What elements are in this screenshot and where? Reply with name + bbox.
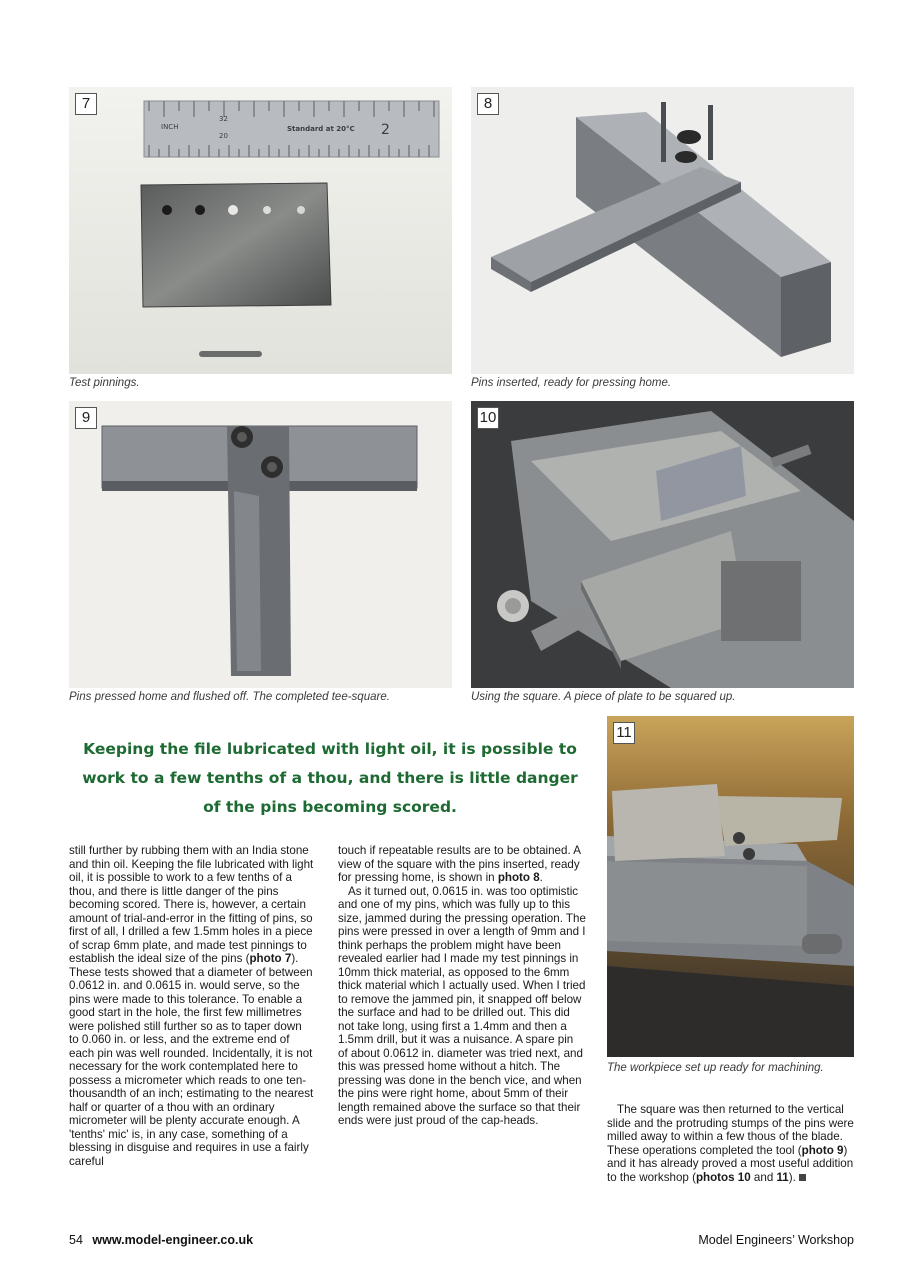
article-column-1 <box>69 844 314 1168</box>
col2-text-a: touch if repeatable results are to be obtained. A view of the square with the pins inserted, ready for pressing home, is shown in <box>338 844 581 884</box>
photo-number: 11 <box>613 722 635 744</box>
col3-text-and: and <box>750 1170 777 1184</box>
col3-text-c: ). <box>788 1170 796 1184</box>
photo-ref: photo 9 <box>801 1143 844 1157</box>
ruler-standard-label: Standard at 20°C <box>287 125 355 133</box>
col1-text-b: ). These tests showed that a diameter of between 0.0612 in. and 0.0615 in. would serve, so the pins were made to this tolerance. To enable a good start in the hole, the first few millimetres were polished still further so as to taper down to 0.060 in. or less, and the extreme end of each pin was well rounded. Incidentally, it is not necessary for the work contemplated here to possess a micrometer which reads to one ten-thousandth of an inch; estimating to the nearest half or quarter of a thou with an ordinary micrometer will be plenty accurate enough. A 'tenths' mic' is, in any case, something of a blessing in disguise and requires in use a fairly careful <box>69 952 314 1168</box>
photo-11 <box>607 716 854 1057</box>
photo-8-image <box>471 87 854 374</box>
end-mark-icon <box>799 1174 806 1181</box>
photo-ref: photo 8 <box>497 871 540 884</box>
photo-number: 8 <box>477 93 499 115</box>
photo-number: 7 <box>75 93 97 115</box>
article-column-3 <box>607 1103 854 1184</box>
photo-number: 9 <box>75 407 97 429</box>
page-number: 54 <box>69 1233 83 1247</box>
photo-11-image <box>607 716 854 1057</box>
photo-9-image <box>69 401 452 688</box>
ruler-inch-label: INCH <box>161 123 179 131</box>
photo-8 <box>471 87 854 374</box>
footer-url[interactable]: www.model-engineer.co.uk <box>92 1233 254 1247</box>
photo-ref: photo 7 <box>249 952 292 965</box>
ruler-20-label: 20 <box>219 132 228 140</box>
photo-7-image <box>69 87 452 374</box>
ruler-32-label: 32 <box>219 115 228 123</box>
photo-caption: Pins pressed home and flushed off. The completed tee-square. <box>69 691 390 703</box>
photo-9 <box>69 401 452 688</box>
col2-paragraph-2: As it turned out, 0.0615 in. was too optimistic and one of my pins, which was fully up to this size, jammed during the pressing operation. The pins were pressed in over a length of 9mm and I think perhaps the problem might have been revealed earlier had I made my test pinnings in 10mm thick material, as opposed to the 6mm thick material which I actually used. When I tried to remove the jammed pin, it snapped off below the surface and had to be drilled out. This did not take long, using first a 1.4mm and then a 1.5mm drill, but it was a nuisance. A spare pin of about 0.0612 in. diameter was tried next, and this was pressed home without a hitch. The pressing was done in the bench vice, and when the pins were right home, about 5mm of their length remained above the surface so that their ends were just proud of the cap-heads. <box>338 884 586 1127</box>
photo-7 <box>69 87 452 374</box>
photo-caption: Test pinnings. <box>69 377 140 389</box>
col3-text-a: The square was then returned to the vertical slide and the protruding stumps of the pins were milled away to within a few thous of the blade. These operations completed the tool ( <box>607 1103 854 1157</box>
ruler-mark-2: 2 <box>381 122 390 138</box>
col1-text-a: still further by rubbing them with an India stone and thin oil. Keeping the file lubricated with light oil, it is possible to work to a few tenths of a thou, and there is little danger of the pins becoming scored. There is, however, a certain amount of trial-and-error in the fitting of pins, so first of all, I drilled a few 1.5mm holes in a piece of scrap 6mm plate, and made test pinnings to establish the ideal size of the pins ( <box>69 844 314 965</box>
article-column-2 <box>338 844 586 1128</box>
footer-left <box>69 1233 253 1247</box>
photo-ref: photos 10 <box>695 1170 751 1184</box>
col3-text-b: ) and it has already proved a most useful addition to the workshop ( <box>607 1143 854 1184</box>
photo-caption: Pins inserted, ready for pressing home. <box>471 377 672 389</box>
photo-10 <box>471 401 854 688</box>
photo-ref: 11 <box>776 1170 789 1184</box>
photo-10-image <box>471 401 854 688</box>
pull-quote: Keeping the file lubricated with light oil, it is possible to work to a few tenths of a thou, and there is little danger of the pins becoming scored. <box>82 740 578 816</box>
photo-number: 10 <box>477 407 499 429</box>
photo-caption: The workpiece set up ready for machining. <box>607 1062 824 1074</box>
col2-text-b: . <box>539 871 543 884</box>
photo-caption: Using the square. A piece of plate to be squared up. <box>471 691 736 703</box>
footer-magazine: Model Engineers’ Workshop <box>698 1233 854 1247</box>
